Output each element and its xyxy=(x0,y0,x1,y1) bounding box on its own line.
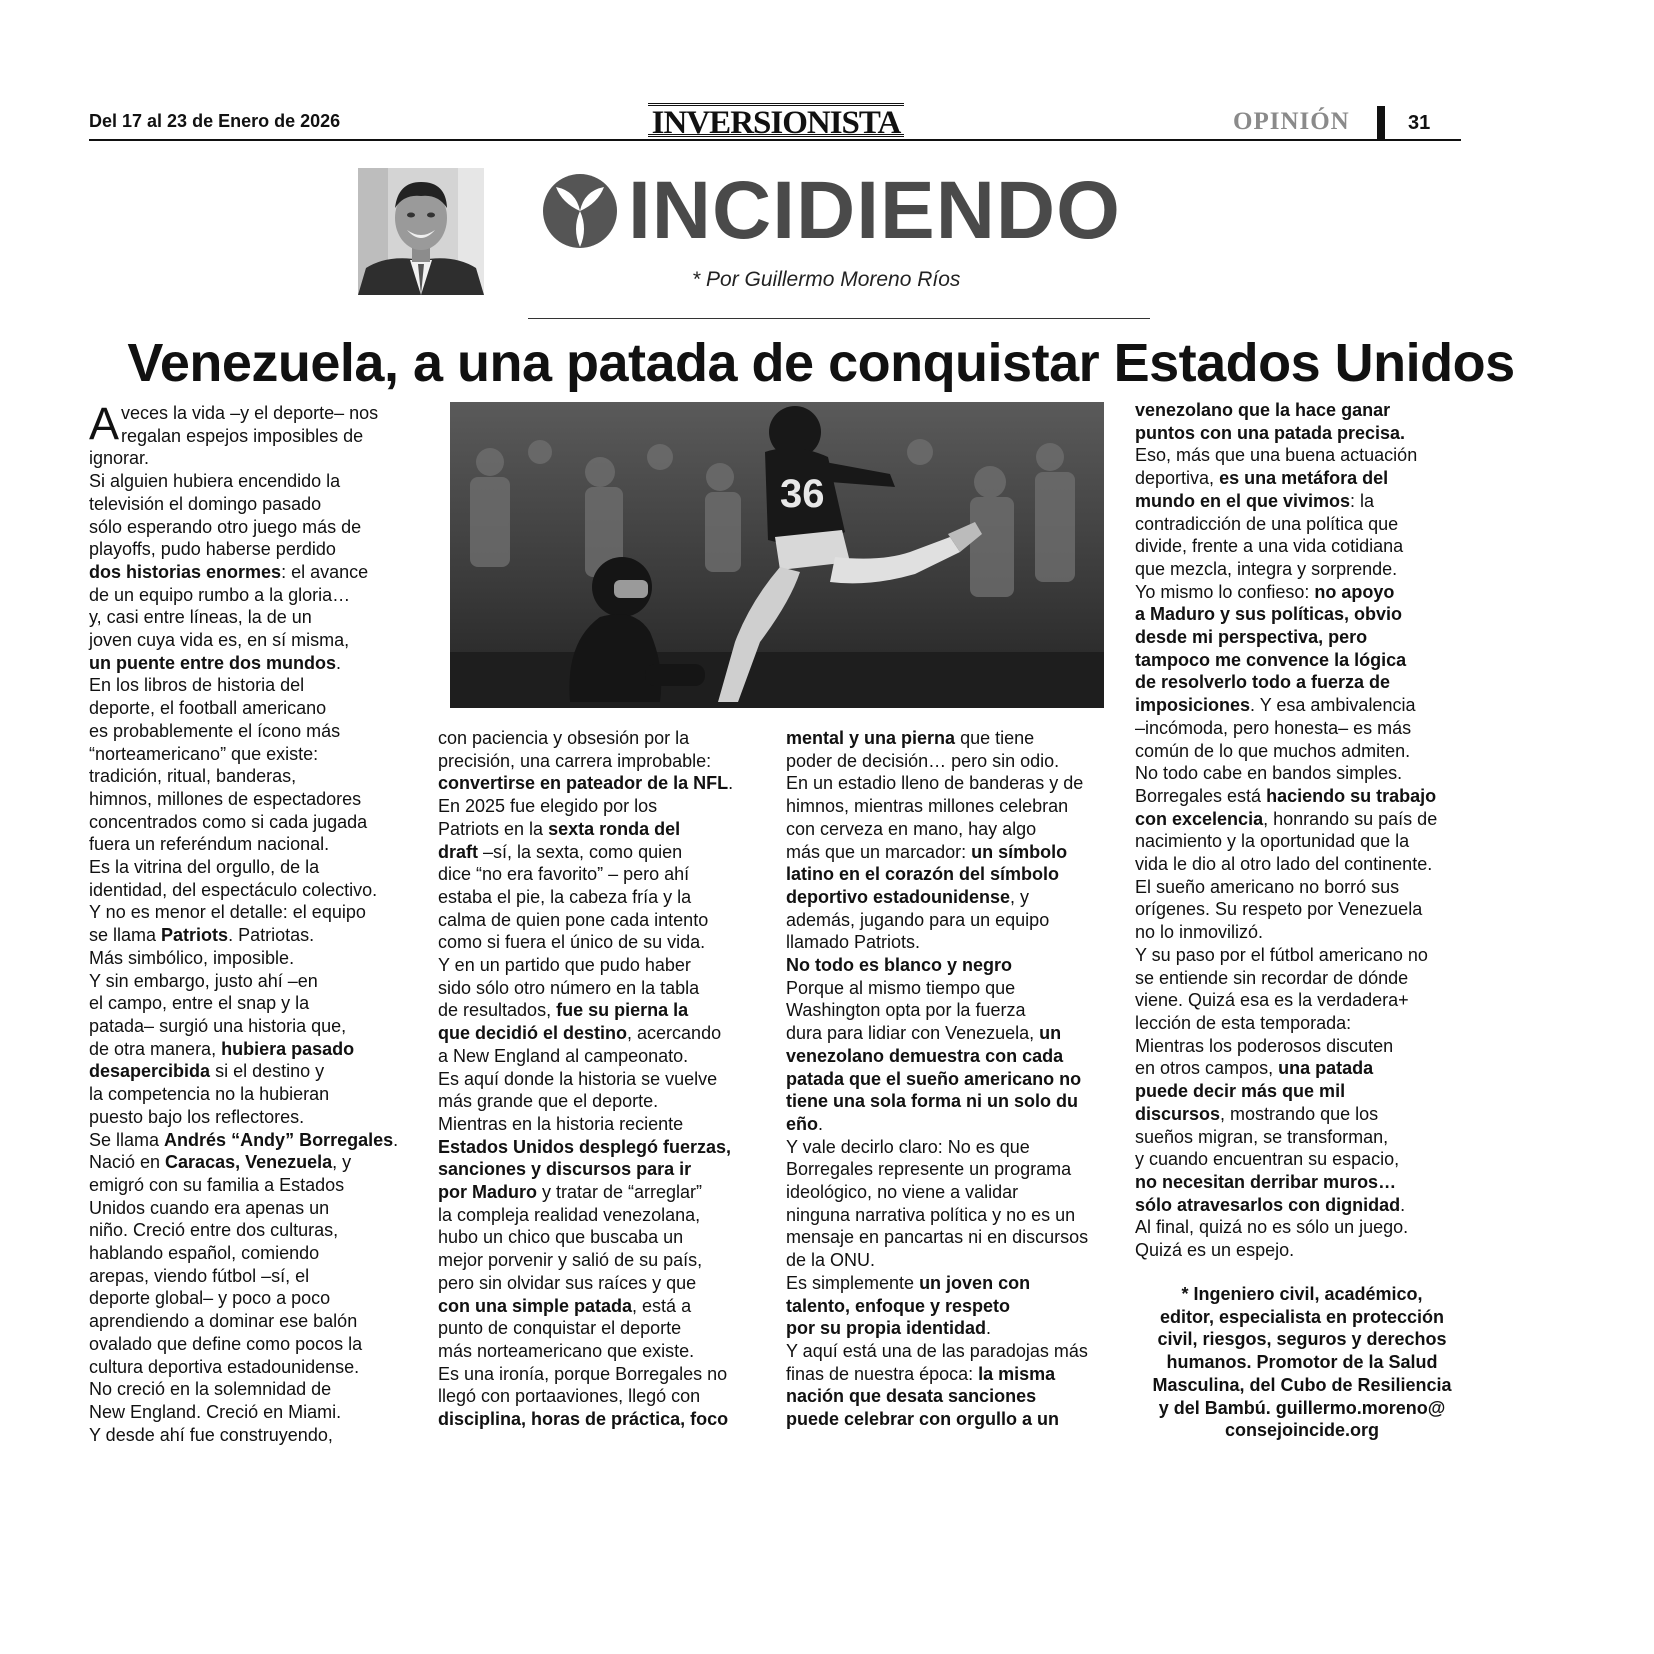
text-line: sanciones y discursos para ir xyxy=(438,1159,692,1180)
text-line: patada que el sueño americano no xyxy=(786,1068,1082,1089)
text-line: deportiva, es una metáfora del xyxy=(1135,468,1389,489)
text-line: no lo inmovilizó. xyxy=(1135,922,1264,943)
text-line: ninguna narrativa política y no es un xyxy=(786,1204,1076,1225)
text-line: No todo es blanco y negro xyxy=(786,955,1013,976)
text-line: hablando español, comiendo xyxy=(89,1243,320,1264)
text-line: como si fuera el único de su vida. xyxy=(438,932,706,953)
text-line: regalan espejos imposibles de xyxy=(121,425,364,446)
text-line: puesto bajo los reflectores. xyxy=(89,1106,305,1127)
text-line: más norteamericano que existe. xyxy=(438,1340,695,1361)
text-line: identidad, del espectáculo colectivo. xyxy=(89,879,378,900)
text-line: nación que desata sanciones xyxy=(786,1386,1037,1407)
author-note-line: * Ingeniero civil, académico, xyxy=(1181,1284,1423,1304)
text-line: ideológico, no viene a validar xyxy=(786,1182,1019,1203)
text-line: latino en el corazón del símbolo xyxy=(786,864,1060,885)
text-line: Quizá es un espejo. xyxy=(1135,1240,1295,1261)
text-line: de resolverlo todo a fuerza de xyxy=(1135,672,1391,693)
section-label: OPINIÓN xyxy=(1233,108,1350,135)
text-line: discursos, mostrando que los xyxy=(1135,1103,1379,1124)
text-line: En un estadio lleno de banderas y de xyxy=(786,773,1084,794)
text-line: Y su paso por el fútbol americano no xyxy=(1135,944,1428,965)
text-line: tradición, ritual, banderas, xyxy=(89,766,297,787)
text-line: nacimiento y la oportunidad que la xyxy=(1135,831,1410,852)
text-line: Es la vitrina del orgullo, de la xyxy=(89,857,320,878)
text-line: orígenes. Su respeto por Venezuela xyxy=(1135,899,1423,920)
section-bar xyxy=(1377,106,1385,140)
text-line: que mezcla, integra y sorprende. xyxy=(1135,558,1398,579)
text-line: joven cuya vida es, en sí misma, xyxy=(89,630,350,651)
text-line: concentrados como si cada jugada xyxy=(89,811,368,832)
text-line: venezolano demuestra con cada xyxy=(786,1045,1064,1066)
drop-cap: A xyxy=(89,398,120,449)
text-line: de la ONU. xyxy=(786,1250,876,1271)
text-line: no necesitan derribar muros… xyxy=(1135,1171,1397,1192)
text-line: tampoco me convence la lógica xyxy=(1135,649,1407,670)
text-line: con una simple patada, está a xyxy=(438,1295,692,1316)
text-line: En los libros de historia del xyxy=(89,675,305,696)
text-line: por Maduro y tratar de “arreglar” xyxy=(438,1182,703,1203)
publication-logo: INVERSIONISTA xyxy=(648,103,904,137)
text-line: televisión el domingo pasado xyxy=(89,493,322,514)
text-line: Y sin embargo, justo ahí –en xyxy=(89,970,318,991)
text-line: convertirse en pateador de la NFL. xyxy=(438,773,734,794)
author-note-line: humanos. Promotor de la Salud xyxy=(1166,1352,1438,1373)
text-line: mejor porvenir y salió de su país, xyxy=(438,1250,703,1271)
text-line: imposiciones. Y esa ambivalencia xyxy=(1135,695,1416,716)
text-line: deporte global– y poco a poco xyxy=(89,1288,331,1309)
article-column-2 xyxy=(438,727,750,1431)
text-line: arepas, viendo fútbol –sí, el xyxy=(89,1265,310,1286)
article-column-3 xyxy=(786,727,1108,1431)
author-note-line: y del Bambú. guillermo.moreno@ xyxy=(1158,1397,1446,1418)
text-line: se entiende sin recordar de dónde xyxy=(1135,967,1409,988)
text-line: por su propia identidad. xyxy=(786,1318,992,1339)
incidiendo-logo-icon xyxy=(542,173,618,249)
text-line: patada– surgió una historia que, xyxy=(89,1015,347,1036)
text-line: de resultados, fue su pierna la xyxy=(438,1000,689,1021)
text-line: Patriots en la sexta ronda del xyxy=(438,818,681,839)
text-line: el campo, entre el snap y la xyxy=(89,993,310,1014)
text-line: eño. xyxy=(786,1113,824,1134)
text-line: disciplina, horas de práctica, foco xyxy=(438,1409,729,1430)
text-line: la compleja realidad venezolana, xyxy=(438,1204,701,1225)
text-line: a Maduro y sus políticas, obvio xyxy=(1135,604,1403,625)
text-line: mensaje en pancartas ni en discursos xyxy=(786,1227,1089,1248)
text-line: se llama Patriots. Patriotas. xyxy=(89,925,315,946)
text-line: Y vale decirlo claro: No es que xyxy=(786,1136,1030,1157)
text-line: deporte, el football americano xyxy=(89,698,327,719)
text-line: No creció en la solemnidad de xyxy=(89,1379,332,1400)
text-line: Unidos cuando era apenas un xyxy=(89,1197,330,1218)
text-line: de otra manera, hubiera pasado xyxy=(89,1038,355,1059)
text-line: a New England al campeonato. xyxy=(438,1045,689,1066)
text-line: sueños migran, se transforman, xyxy=(1135,1126,1389,1147)
author-note-line: Masculina, del Cubo de Resiliencia xyxy=(1152,1374,1452,1395)
text-line: “norteamericano” que existe: xyxy=(89,743,319,764)
text-line: Si alguien hubiera encendido la xyxy=(89,471,341,492)
text-line: puede celebrar con orgullo a un xyxy=(786,1409,1060,1430)
text-line: con paciencia y obsesión por la xyxy=(438,728,690,748)
text-line: un puente entre dos mundos. xyxy=(89,652,342,673)
text-line: Estados Unidos desplegó fuerzas, xyxy=(438,1136,732,1157)
text-line: veces la vida –y el deporte– nos xyxy=(121,403,379,423)
text-line: Nació en Caracas, Venezuela, y xyxy=(89,1152,352,1173)
text-line: –incómoda, pero honesta– es más xyxy=(1135,717,1412,738)
text-line: que decidió el destino, acercando xyxy=(438,1023,722,1044)
text-line: precisión, una carrera improbable: xyxy=(438,750,712,771)
text-line: mental y una pierna que tiene xyxy=(786,728,1035,748)
text-line: sólo esperando otro juego más de xyxy=(89,516,362,537)
text-line: Mientras en la historia reciente xyxy=(438,1113,684,1134)
text-line: hubo un chico que buscaba un xyxy=(438,1227,684,1248)
text-line: Y aquí está una de las paradojas más xyxy=(786,1340,1088,1361)
text-line: ignorar. xyxy=(89,448,150,469)
text-line: cultura deportiva estadounidense. xyxy=(89,1356,360,1377)
text-line: de un equipo rumbo a la gloria… xyxy=(89,584,351,605)
text-line: Es simplemente un joven con xyxy=(786,1272,1031,1293)
text-line: venezolano que la hace ganar xyxy=(1135,400,1391,420)
text-line: en otros campos, una patada xyxy=(1135,1058,1374,1079)
text-line: más que un marcador: un símbolo xyxy=(786,841,1068,862)
text-line: finas de nuestra época: la misma xyxy=(786,1363,1056,1384)
text-line: Mientras los poderosos discuten xyxy=(1135,1035,1394,1056)
text-line: viene. Quizá esa es la verdadera+ xyxy=(1135,990,1409,1011)
text-line: dura para lidiar con Venezuela, un xyxy=(786,1023,1062,1044)
text-line: desde mi perspectiva, pero xyxy=(1135,627,1368,648)
text-line: Y desde ahí fue construyendo, xyxy=(89,1424,333,1445)
text-line: mundo en el que vivimos: la xyxy=(1135,490,1375,511)
text-line: es probablemente el ícono más xyxy=(89,720,341,741)
text-line: vida le dio al otro lado del continente. xyxy=(1135,854,1433,875)
text-line: dos historias enormes: el avance xyxy=(89,561,369,582)
text-line: Se llama Andrés “Andy” Borregales. xyxy=(89,1129,399,1150)
text-line: deportivo estadounidense, y xyxy=(786,886,1030,907)
text-line: más grande que el deporte. xyxy=(438,1091,659,1112)
text-line: la competencia no la hubieran xyxy=(89,1084,330,1105)
jersey-number: 36 xyxy=(780,472,825,516)
text-line: estaba el pie, la cabeza fría y la xyxy=(438,886,692,907)
text-line: Es una ironía, porque Borregales no xyxy=(438,1363,728,1384)
text-line: llegó con portaaviones, llegó con xyxy=(438,1386,701,1407)
column-logo-text: INCIDIENDO xyxy=(628,165,1121,256)
text-line: ovalado que define como pocos la xyxy=(89,1333,363,1354)
text-line: tiene una sola forma ni un solo du xyxy=(786,1091,1079,1112)
text-line: sólo atravesarlos con dignidad. xyxy=(1135,1194,1406,1215)
text-line: divide, frente a una vida cotidiana xyxy=(1135,536,1404,557)
author-note-line: editor, especialista en protección xyxy=(1159,1306,1445,1327)
text-line: himnos, millones de espectadores xyxy=(89,788,362,809)
text-line: Eso, más que una buena actuación xyxy=(1135,445,1418,466)
text-line: con excelencia, honrando su país de xyxy=(1135,808,1438,829)
text-line: puede decir más que mil xyxy=(1135,1081,1346,1102)
issue-date: Del 17 al 23 de Enero de 2026 xyxy=(89,111,341,131)
text-line: poder de decisión… pero sin odio. xyxy=(786,750,1060,771)
author-note-line: civil, riesgos, seguros y derechos xyxy=(1157,1329,1447,1350)
text-line: Yo mismo lo confieso: no apoyo xyxy=(1135,581,1395,602)
text-line: New England. Creció en Miami. xyxy=(89,1401,342,1422)
text-line: y cuando encuentran su espacio, xyxy=(1135,1149,1400,1170)
text-line: Porque al mismo tiempo que xyxy=(786,977,1016,998)
text-line: dice “no era favorito” – pero ahí xyxy=(438,864,690,885)
text-line: En 2025 fue elegido por los xyxy=(438,796,658,817)
text-line: calma de quien pone cada intento xyxy=(438,909,709,930)
text-line: Y no es menor el detalle: el equipo xyxy=(89,902,366,923)
article-headline: Venezuela, a una patada de conquistar Estados Unidos xyxy=(127,333,1515,393)
article-column-1 xyxy=(89,398,414,1446)
author-note-line: consejoincide.org xyxy=(1224,1420,1380,1441)
text-line: niño. Creció entre dos culturas, xyxy=(89,1220,339,1241)
text-line: punto de conquistar el deporte xyxy=(438,1318,682,1339)
text-line: Borregales está haciendo su trabajo xyxy=(1135,785,1437,806)
text-line: sido sólo otro número en la tabla xyxy=(438,977,700,998)
text-line: emigró con su familia a Estados xyxy=(89,1174,345,1195)
byline-rule xyxy=(528,318,1150,319)
text-line: playoffs, pudo haberse perdido xyxy=(89,539,336,560)
text-line: talento, enfoque y respeto xyxy=(786,1295,1011,1316)
article-column-4 xyxy=(1135,399,1465,1262)
header-rule xyxy=(89,139,1461,141)
text-line: Washington opta por la fuerza xyxy=(786,1000,1026,1021)
byline: * Por Guillermo Moreno Ríos xyxy=(692,268,961,291)
text-line: Borregales represente un programa xyxy=(786,1159,1072,1180)
text-line: pero sin olvidar sus raíces y que xyxy=(438,1272,697,1293)
author-note xyxy=(1132,1283,1472,1442)
text-line: además, jugando para un equipo xyxy=(786,909,1050,930)
author-photo xyxy=(358,168,484,295)
text-line: Y en un partido que pudo haber xyxy=(438,955,691,976)
text-line: aprendiendo a dominar ese balón xyxy=(89,1311,358,1332)
page-number: 31 xyxy=(1408,112,1431,134)
text-line: himnos, mientras millones celebran xyxy=(786,796,1069,817)
text-line: El sueño americano no borró sus xyxy=(1135,876,1400,897)
text-line: draft –sí, la sexta, como quien xyxy=(438,841,683,862)
text-line: llamado Patriots. xyxy=(786,932,921,953)
text-line: Al final, quizá no es sólo un juego. xyxy=(1135,1217,1409,1238)
text-line: y, casi entre líneas, la de un xyxy=(89,607,312,628)
text-line: desapercibida si el destino y xyxy=(89,1061,325,1082)
text-line: con cerveza en mano, hay algo xyxy=(786,818,1037,839)
text-line: Más simbólico, imposible. xyxy=(89,947,295,968)
text-line: No todo cabe en bandos simples. xyxy=(1135,763,1403,784)
text-line: contradicción de una política que xyxy=(1135,513,1399,534)
text-line: común de lo que muchos admiten. xyxy=(1135,740,1411,761)
text-line: lección de esta temporada: xyxy=(1135,1012,1352,1033)
article-photo xyxy=(450,402,1104,708)
text-line: Es aquí donde la historia se vuelve xyxy=(438,1068,718,1089)
text-line: fuera un referéndum nacional. xyxy=(89,834,330,855)
text-line: puntos con una patada precisa. xyxy=(1135,422,1406,443)
